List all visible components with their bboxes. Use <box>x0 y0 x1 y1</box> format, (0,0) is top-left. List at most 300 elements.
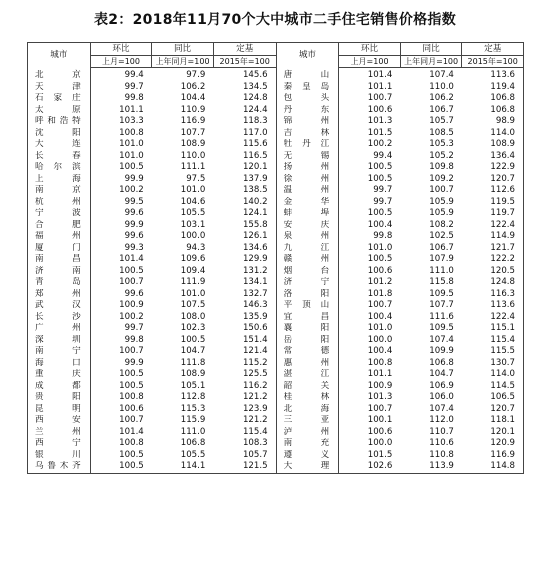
city-cell-left: 上海 <box>28 174 91 186</box>
city-cell-left: 南京 <box>28 185 91 197</box>
base-cell-left: 129.9 <box>213 254 276 266</box>
city-cell-right: 桂林 <box>276 392 339 404</box>
mom-cell-left: 100.8 <box>119 127 144 138</box>
mom-cell-right: 101.3 <box>367 392 393 403</box>
base-cell-right: 113.6 <box>462 68 524 82</box>
city-cell-left: 乌鲁木齐 <box>28 461 91 473</box>
table-row <box>28 116 524 128</box>
yoy-cell-left: 109.4 <box>180 265 206 276</box>
mom-cell-left: 99.9 <box>124 219 144 230</box>
mom-cell-right: 100.5 <box>367 208 393 219</box>
base-cell-right: 119.4 <box>462 82 524 94</box>
mom-cell-left: 100.8 <box>119 438 144 449</box>
yoy-cell-left: 104.7 <box>180 346 206 357</box>
base-cell-right: 115.1 <box>462 323 524 335</box>
city-cell-left: 重庆 <box>28 369 91 381</box>
yoy-cell-right: 106.0 <box>429 392 454 403</box>
yoy-cell-left: 115.9 <box>180 415 206 426</box>
city-cell-left: 南宁 <box>28 346 91 358</box>
yoy-cell-right: 108.5 <box>429 127 454 138</box>
yoy-cell-right: 107.4 <box>429 334 454 345</box>
table-row <box>28 415 524 427</box>
mom-cell-left: 100.7 <box>119 277 144 288</box>
mom-cell-right: 100.5 <box>367 254 393 265</box>
header-mom-sub-left: 上月=100 <box>90 56 152 68</box>
table-row <box>28 335 524 347</box>
mom-cell-right: 99.8 <box>373 231 393 242</box>
city-cell-right: 秦皇岛 <box>276 82 339 94</box>
mom-cell-left: 99.6 <box>124 208 144 219</box>
yoy-cell-left: 101.0 <box>180 288 206 299</box>
base-cell-left: 120.1 <box>213 162 276 174</box>
yoy-cell-right: 107.7 <box>429 300 454 311</box>
yoy-cell-left: 100.0 <box>180 231 206 242</box>
mom-cell-right: 100.4 <box>367 311 393 322</box>
city-cell-right: 岳阳 <box>276 335 339 347</box>
mom-cell-left: 101.1 <box>119 104 144 115</box>
base-cell-left: 140.2 <box>213 197 276 209</box>
city-cell-left: 哈尔滨 <box>28 162 91 174</box>
mom-cell-left: 100.6 <box>119 403 144 414</box>
yoy-cell-left: 104.6 <box>180 196 206 207</box>
mom-cell-left: 99.9 <box>124 357 144 368</box>
mom-cell-right: 99.7 <box>373 185 393 196</box>
table-row <box>28 162 524 174</box>
base-cell-right: 122.9 <box>462 162 524 174</box>
mom-cell-right: 100.6 <box>367 426 393 437</box>
city-cell-right: 宜昌 <box>276 312 339 324</box>
base-cell-left: 116.5 <box>213 151 276 163</box>
mom-cell-left: 100.5 <box>90 461 152 473</box>
table-row <box>28 450 524 462</box>
mom-cell-right: 99.7 <box>373 196 393 207</box>
city-cell-left: 西宁 <box>28 438 91 450</box>
yoy-cell-right: 110.7 <box>429 426 454 437</box>
mom-cell-left: 99.6 <box>124 231 144 242</box>
yoy-cell-left: 97.5 <box>186 173 206 184</box>
mom-cell-left: 100.5 <box>119 449 144 460</box>
base-cell-left: 150.6 <box>213 323 276 335</box>
city-cell-right: 烟台 <box>276 266 339 278</box>
table-row <box>28 266 524 278</box>
yoy-cell-right: 106.7 <box>429 104 454 115</box>
base-cell-right: 122.4 <box>462 220 524 232</box>
mom-cell-right: 100.5 <box>367 162 393 173</box>
yoy-cell-right: 111.6 <box>429 311 454 322</box>
city-cell-left: 武汉 <box>28 300 91 312</box>
base-cell-right: 120.7 <box>462 404 524 416</box>
base-cell-right: 114.5 <box>462 381 524 393</box>
city-cell-right: 唐山 <box>276 68 339 82</box>
yoy-cell-left: 102.3 <box>180 323 206 334</box>
base-cell-right: 115.4 <box>462 335 524 347</box>
base-cell-right: 120.5 <box>462 266 524 278</box>
yoy-cell-left: 106.8 <box>180 438 206 449</box>
mom-cell-left: 100.2 <box>119 311 144 322</box>
city-cell-left: 天津 <box>28 82 91 94</box>
yoy-cell-left: 111.0 <box>180 426 206 437</box>
mom-cell-right: 100.1 <box>367 415 393 426</box>
header-row-sub <box>28 56 524 68</box>
mom-cell-left: 100.2 <box>119 185 144 196</box>
yoy-cell-left: 107.7 <box>180 127 206 138</box>
city-cell-left: 杭州 <box>28 197 91 209</box>
city-cell-left: 西安 <box>28 415 91 427</box>
table-row <box>28 231 524 243</box>
yoy-cell-left: 110.9 <box>180 104 206 115</box>
yoy-cell-right: 115.8 <box>429 277 454 288</box>
mom-cell-right: 100.4 <box>367 219 393 230</box>
yoy-cell-right: 112.0 <box>429 415 454 426</box>
mom-cell-right: 100.9 <box>367 380 393 391</box>
table-row <box>28 254 524 266</box>
base-cell-left: 118.3 <box>213 116 276 128</box>
city-cell-left: 厦门 <box>28 243 91 255</box>
city-cell-right: 遵义 <box>276 450 339 462</box>
table-row <box>28 93 524 105</box>
base-cell-left: 115.2 <box>213 358 276 370</box>
yoy-cell-right: 113.9 <box>400 461 462 473</box>
table-row <box>28 369 524 381</box>
yoy-cell-left: 107.5 <box>180 300 206 311</box>
base-cell-left: 151.4 <box>213 335 276 347</box>
base-cell-left: 134.5 <box>213 82 276 94</box>
base-cell-right: 116.3 <box>462 289 524 301</box>
base-cell-right: 136.4 <box>462 151 524 163</box>
yoy-cell-right: 106.8 <box>429 357 454 368</box>
mom-cell-right: 101.5 <box>367 127 393 138</box>
mom-cell-left: 100.5 <box>119 369 144 380</box>
base-cell-left: 134.6 <box>213 243 276 255</box>
city-cell-left: 郑州 <box>28 289 91 301</box>
city-cell-right: 大理 <box>276 461 339 473</box>
yoy-cell-left: 111.1 <box>180 162 206 173</box>
city-cell-right: 三亚 <box>276 415 339 427</box>
mom-cell-right: 101.0 <box>367 323 393 334</box>
mom-cell-right: 101.1 <box>367 369 393 380</box>
city-cell-right: 扬州 <box>276 162 339 174</box>
city-cell-left: 长沙 <box>28 312 91 324</box>
base-cell-left: 121.2 <box>213 392 276 404</box>
yoy-cell-left: 109.6 <box>180 254 206 265</box>
yoy-cell-left: 105.5 <box>180 449 206 460</box>
base-cell-left: 108.3 <box>213 438 276 450</box>
base-cell-left: 146.3 <box>213 300 276 312</box>
table-row <box>28 68 524 82</box>
city-cell-right: 南充 <box>276 438 339 450</box>
mom-cell-left: 100.7 <box>119 415 144 426</box>
header-base-left: 定基 <box>213 43 276 56</box>
yoy-cell-left: 101.0 <box>180 185 206 196</box>
table-row <box>28 185 524 197</box>
header-mom-right: 环比 <box>339 43 401 56</box>
base-cell-right: 118.1 <box>462 415 524 427</box>
header-yoy-sub-left: 上年同月=100 <box>152 56 214 68</box>
city-cell-right: 洛阳 <box>276 289 339 301</box>
base-cell-right: 114.9 <box>462 231 524 243</box>
yoy-cell-right: 109.9 <box>429 346 454 357</box>
base-cell-right: 114.0 <box>462 369 524 381</box>
base-cell-right: 112.6 <box>462 185 524 197</box>
table-row <box>28 300 524 312</box>
city-cell-left: 海口 <box>28 358 91 370</box>
mom-cell-left: 100.5 <box>119 265 144 276</box>
yoy-cell-left: 116.9 <box>180 116 206 127</box>
city-cell-right: 包头 <box>276 93 339 105</box>
base-cell-left: 125.5 <box>213 369 276 381</box>
city-cell-left: 沈阳 <box>28 128 91 140</box>
yoy-cell-right: 110.8 <box>429 449 454 460</box>
mom-cell-right: 100.4 <box>367 346 393 357</box>
city-cell-left: 大连 <box>28 139 91 151</box>
yoy-cell-right: 105.9 <box>429 208 454 219</box>
base-cell-right: 120.7 <box>462 174 524 186</box>
city-cell-right: 丹东 <box>276 105 339 117</box>
mom-cell-left: 101.0 <box>119 150 144 161</box>
table-row <box>28 128 524 140</box>
city-cell-right: 襄阳 <box>276 323 339 335</box>
city-cell-left: 石家庄 <box>28 93 91 105</box>
yoy-cell-right: 109.5 <box>429 323 454 334</box>
base-cell-right: 119.5 <box>462 197 524 209</box>
yoy-cell-right: 106.7 <box>429 242 454 253</box>
yoy-cell-right: 109.5 <box>429 288 454 299</box>
mom-cell-right: 101.3 <box>367 116 393 127</box>
base-cell-left: 116.2 <box>213 381 276 393</box>
yoy-cell-left: 100.5 <box>180 334 206 345</box>
mom-cell-right: 99.4 <box>373 150 393 161</box>
base-cell-right: 114.0 <box>462 128 524 140</box>
base-cell-left: 124.8 <box>213 93 276 105</box>
base-cell-right: 119.7 <box>462 208 524 220</box>
header-base-sub-left: 2015年=100 <box>213 56 276 68</box>
base-cell-right: 124.8 <box>462 277 524 289</box>
yoy-cell-right: 110.6 <box>429 438 454 449</box>
mom-cell-right: 101.5 <box>367 449 393 460</box>
table-row <box>28 151 524 163</box>
yoy-cell-left: 105.5 <box>180 208 206 219</box>
yoy-cell-right: 107.9 <box>429 254 454 265</box>
yoy-cell-left: 110.0 <box>180 150 206 161</box>
city-cell-right: 无锡 <box>276 151 339 163</box>
mom-cell-right: 101.8 <box>367 288 393 299</box>
yoy-cell-left: 115.3 <box>180 403 206 414</box>
mom-cell-right: 100.6 <box>367 104 393 115</box>
yoy-cell-right: 108.2 <box>429 219 454 230</box>
city-cell-left: 贵阳 <box>28 392 91 404</box>
city-cell-right: 平顶山 <box>276 300 339 312</box>
city-cell-right: 九江 <box>276 243 339 255</box>
yoy-cell-left: 97.9 <box>186 70 206 81</box>
city-cell-left: 青岛 <box>28 277 91 289</box>
mom-cell-left: 103.3 <box>119 116 144 127</box>
mom-cell-right: 100.7 <box>367 403 393 414</box>
mom-cell-left: 99.7 <box>124 323 144 334</box>
table-row <box>28 461 524 473</box>
base-cell-left: 134.1 <box>213 277 276 289</box>
yoy-cell-right: 110.0 <box>429 81 454 92</box>
table-row <box>28 208 524 220</box>
base-cell-left: 117.0 <box>213 128 276 140</box>
base-cell-right: 115.5 <box>462 346 524 358</box>
yoy-cell-left: 108.0 <box>180 311 206 322</box>
city-cell-left: 合肥 <box>28 220 91 232</box>
mom-cell-left: 100.5 <box>119 162 144 173</box>
header-base-sub-right: 2015年=100 <box>462 56 524 68</box>
base-cell-right: 106.8 <box>462 105 524 117</box>
yoy-cell-right: 109.8 <box>429 162 454 173</box>
city-cell-left: 成都 <box>28 381 91 393</box>
city-cell-right: 泉州 <box>276 231 339 243</box>
base-cell-left: 155.8 <box>213 220 276 232</box>
header-mom-left: 环比 <box>90 43 152 56</box>
mom-cell-right: 100.0 <box>367 334 393 345</box>
header-city-left: 城市 <box>28 43 91 68</box>
base-cell-left: 135.9 <box>213 312 276 324</box>
base-cell-right: 114.8 <box>462 461 524 473</box>
mom-cell-right: 100.7 <box>367 300 393 311</box>
header-yoy-sub-right: 上年同月=100 <box>400 56 462 68</box>
city-cell-right: 韶关 <box>276 381 339 393</box>
base-cell-left: 115.6 <box>213 139 276 151</box>
yoy-cell-right: 107.4 <box>429 70 454 81</box>
table-row <box>28 105 524 117</box>
yoy-cell-right: 105.9 <box>429 196 454 207</box>
city-cell-left: 福州 <box>28 231 91 243</box>
base-cell-right: 116.9 <box>462 450 524 462</box>
city-cell-right: 常德 <box>276 346 339 358</box>
mom-cell-left: 101.4 <box>119 426 144 437</box>
mom-cell-left: 100.8 <box>119 392 144 403</box>
mom-cell-left: 101.4 <box>119 254 144 265</box>
city-cell-right: 赣州 <box>276 254 339 266</box>
city-cell-right: 锦州 <box>276 116 339 128</box>
yoy-cell-right: 105.7 <box>429 116 454 127</box>
base-cell-right: 121.7 <box>462 243 524 255</box>
city-cell-right: 吉林 <box>276 128 339 140</box>
table-row <box>28 427 524 439</box>
yoy-cell-right: 109.2 <box>429 173 454 184</box>
mom-cell-right: 100.8 <box>367 357 393 368</box>
city-cell-right: 徐州 <box>276 174 339 186</box>
table-row <box>28 277 524 289</box>
mom-cell-left: 101.0 <box>119 139 144 150</box>
base-cell-right: 122.4 <box>462 312 524 324</box>
city-cell-left: 兰州 <box>28 427 91 439</box>
yoy-cell-right: 111.0 <box>429 265 454 276</box>
yoy-cell-right: 107.4 <box>429 403 454 414</box>
yoy-cell-left: 94.3 <box>186 242 206 253</box>
city-cell-left: 长春 <box>28 151 91 163</box>
mom-cell-left: 99.5 <box>124 196 144 207</box>
table-title: 表2：2018年11月70个大中城市二手住宅销售价格指数 <box>93 12 457 28</box>
base-cell-right: 130.7 <box>462 358 524 370</box>
yoy-cell-left: 111.9 <box>180 277 206 288</box>
city-cell-right: 金华 <box>276 197 339 209</box>
table-row <box>28 392 524 404</box>
table-row <box>28 139 524 151</box>
yoy-cell-left: 103.1 <box>180 219 206 230</box>
yoy-cell-right: 106.9 <box>429 380 454 391</box>
table-row <box>28 220 524 232</box>
base-cell-right: 120.9 <box>462 438 524 450</box>
base-cell-left: 121.4 <box>213 346 276 358</box>
price-index-table <box>27 42 524 474</box>
city-cell-left: 银川 <box>28 450 91 462</box>
city-cell-left: 济南 <box>28 266 91 278</box>
header-city-right: 城市 <box>276 43 339 68</box>
city-cell-right: 北海 <box>276 404 339 416</box>
city-cell-left: 宁波 <box>28 208 91 220</box>
base-cell-right: 108.9 <box>462 139 524 151</box>
table-row <box>28 346 524 358</box>
base-cell-right: 113.6 <box>462 300 524 312</box>
mom-cell-right: 100.5 <box>367 173 393 184</box>
yoy-cell-left: 114.1 <box>152 461 214 473</box>
city-cell-left: 昆明 <box>28 404 91 416</box>
base-cell-left: 121.5 <box>213 461 276 473</box>
base-cell-right: 122.2 <box>462 254 524 266</box>
base-cell-left: 145.6 <box>213 68 276 82</box>
yoy-cell-right: 106.2 <box>429 93 454 104</box>
base-cell-left: 132.7 <box>213 289 276 301</box>
city-cell-left: 太原 <box>28 105 91 117</box>
base-cell-left: 131.2 <box>213 266 276 278</box>
mom-cell-left: 99.3 <box>124 242 144 253</box>
base-cell-left: 124.1 <box>213 208 276 220</box>
city-cell-right: 惠州 <box>276 358 339 370</box>
yoy-cell-left: 111.8 <box>180 357 206 368</box>
city-cell-right: 安庆 <box>276 220 339 232</box>
yoy-cell-right: 104.7 <box>429 369 454 380</box>
table-row <box>28 404 524 416</box>
header-yoy-right: 同比 <box>400 43 462 56</box>
base-cell-left: 138.5 <box>213 185 276 197</box>
base-cell-left: 115.4 <box>213 427 276 439</box>
table-row <box>28 197 524 209</box>
header-mom-sub-right: 上月=100 <box>339 56 401 68</box>
mom-cell-right: 101.0 <box>367 242 393 253</box>
mom-cell-left: 99.9 <box>124 173 144 184</box>
city-cell-right: 温州 <box>276 185 339 197</box>
mom-cell-left: 99.6 <box>124 288 144 299</box>
table-row <box>28 174 524 186</box>
city-cell-right: 牡丹江 <box>276 139 339 151</box>
table-row <box>28 312 524 324</box>
base-cell-right: 98.9 <box>462 116 524 128</box>
yoy-cell-right: 105.3 <box>429 139 454 150</box>
table-row <box>28 82 524 94</box>
city-cell-right: 济宁 <box>276 277 339 289</box>
city-cell-right: 蚌埠 <box>276 208 339 220</box>
table-row <box>28 438 524 450</box>
city-cell-right: 湛江 <box>276 369 339 381</box>
mom-cell-left: 99.8 <box>124 334 144 345</box>
yoy-cell-left: 106.2 <box>180 81 206 92</box>
yoy-cell-left: 108.9 <box>180 369 206 380</box>
base-cell-left: 137.9 <box>213 174 276 186</box>
base-cell-right: 106.5 <box>462 392 524 404</box>
header-yoy-left: 同比 <box>152 43 214 56</box>
city-cell-right: 泸州 <box>276 427 339 439</box>
city-cell-left: 广州 <box>28 323 91 335</box>
base-cell-right: 106.8 <box>462 93 524 105</box>
yoy-cell-left: 105.1 <box>180 380 206 391</box>
table-row <box>28 323 524 335</box>
mom-cell-right: 100.0 <box>367 438 393 449</box>
mom-cell-right: 100.2 <box>367 139 393 150</box>
yoy-cell-left: 112.8 <box>180 392 206 403</box>
